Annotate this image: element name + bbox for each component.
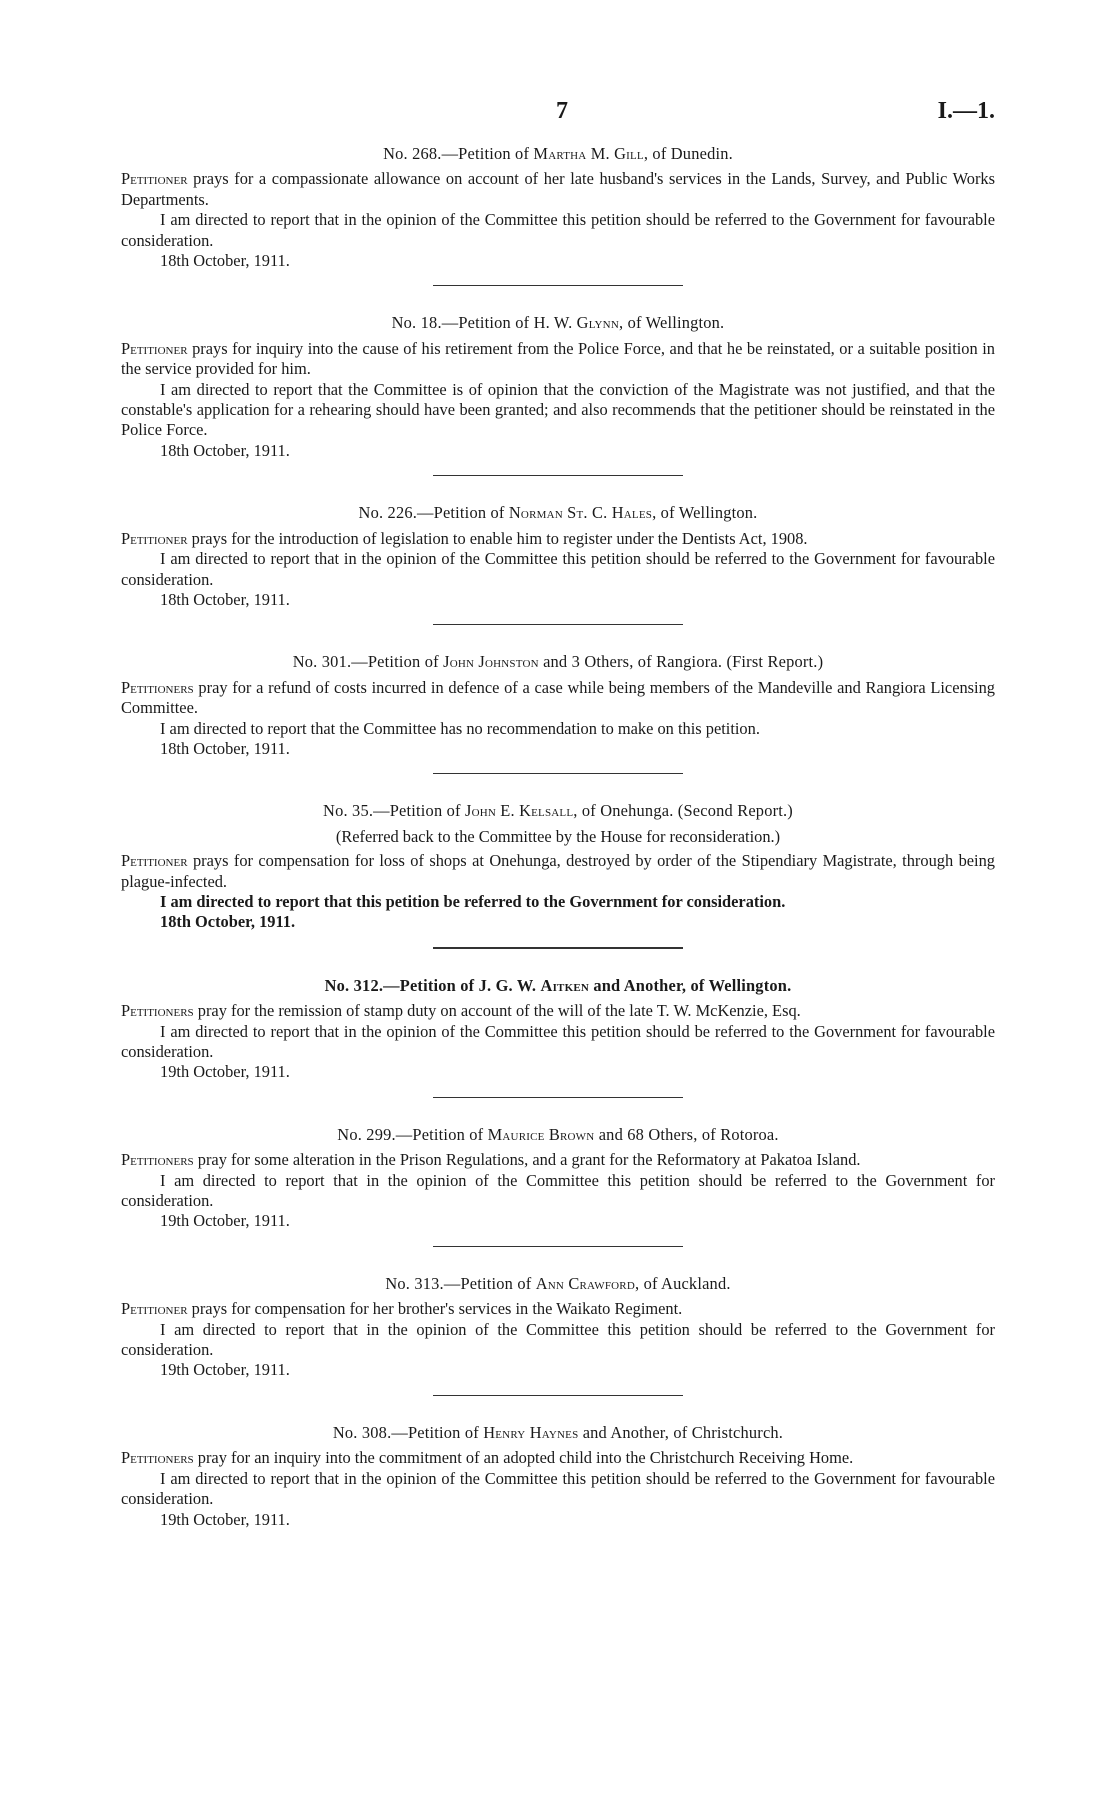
- petition-date: 18th October, 1911.: [160, 912, 296, 932]
- petition-note: (Referred back to the Committee by the House for reconsideration.): [335, 826, 781, 846]
- page-number: 7: [556, 98, 568, 124]
- petition-prayer: Petitioner prays for a compassionate allowance on account of her late husband's services in the Lands, Survey, and Public Works Departments.: [121, 169, 995, 209]
- petition-prayer: Petitioner prays for compensation for loss of shops at Onehunga, destroyed by order of the Stipendiary Magistrate, through being plague-infected.: [121, 851, 995, 891]
- petition-prayer: Petitioner prays for inquiry into the cause of his retirement from the Police Force, and that he be reinstated, or a suitable position in the service provided for him.: [121, 338, 995, 379]
- petitioner-name: Henry Haynes: [483, 1422, 579, 1442]
- petition-date: 19th October, 1911.: [160, 1360, 290, 1380]
- petition-heading: No. 268.—Petition of Martha M. Gill, of Dunedin.: [383, 144, 733, 163]
- petitioner-name: H. W. Glynn: [533, 313, 619, 333]
- petition-prayer: Petitioners pray for some alteration in the Prison Regulations, and a grant for the Reformatory at Pakatoa Island.: [121, 1150, 861, 1170]
- petitioner-name: John E. Kelsall: [464, 801, 574, 821]
- petition-heading: No. 35.—Petition of John E. Kelsall, of Onehunga. (Second Report.): [323, 801, 793, 821]
- petition-heading: No. 301.—Petition of John Johnston and 3 Others, of Rangiora. (First Report.): [292, 652, 824, 672]
- petition-prayer: Petitioners pray for the remission of stamp duty on account of the will of the late T. W. McKenzie, Esq.: [121, 1001, 801, 1021]
- petition-date: 18th October, 1911.: [160, 589, 290, 609]
- petitioner-name: Norman St. C. Hales: [508, 503, 653, 523]
- petition-prayer: Petitioner prays for the introduction of legislation to enable him to register under the Dentists Act, 1908.: [121, 528, 808, 548]
- petition-report: I am directed to report that in the opinion of the Committee this petition should be referred to the Government for consideration.: [121, 1170, 995, 1211]
- section-divider: [433, 1246, 683, 1247]
- petition-date: 18th October, 1911.: [160, 738, 290, 758]
- petition-entry: [121, 801, 995, 932]
- petition-report: I am directed to report that in the opinion of the Committee this petition should be referred to the Government for favourable consideration.: [121, 210, 995, 250]
- petition-prayer: Petitioners pray for an inquiry into the commitment of an adopted child into the Christchurch Receiving Home.: [121, 1448, 854, 1468]
- petition-date: 18th October, 1911.: [160, 440, 290, 460]
- petition-heading: No. 18.—Petition of H. W. Glynn, of Wellington.: [391, 313, 725, 333]
- petition-entry: [121, 1423, 995, 1530]
- section-divider: [433, 475, 683, 476]
- petitioner-name: John Johnston: [443, 652, 539, 672]
- petition-report: I am directed to report that in the opinion of the Committee this petition should be referred to the Government for favourable consideration.: [121, 549, 995, 589]
- petition-date: 19th October, 1911.: [160, 1062, 290, 1082]
- petitioner-name: Ann Crawford: [535, 1273, 635, 1293]
- petition-report: I am directed to report that this petition be referred to the Government for consideration.: [160, 891, 786, 911]
- section-divider: [433, 285, 683, 286]
- petition-prayer: Petitioner prays for compensation for her brother's services in the Waikato Regiment.: [121, 1299, 683, 1319]
- petition-date: 19th October, 1911.: [160, 1509, 290, 1529]
- petition-report: I am directed to report that in the opinion of the Committee this petition should be referred to the Government for consideration.: [121, 1319, 995, 1360]
- petition-report: I am directed to report that the Committee is of opinion that the conviction of the Magistrate was not justified, and that the constable's application for a rehearing should have been granted; and also recommends that the petitioner should be reinstated in the Police Force.: [121, 379, 995, 440]
- petition-entry: [121, 144, 995, 271]
- petitioner-name: Martha M. Gill: [533, 144, 644, 163]
- petition-heading: No. 308.—Petition of Henry Haynes and Another, of Christchurch.: [332, 1422, 784, 1442]
- petition-heading: No. 226.—Petition of Norman St. C. Hales, of Wellington.: [358, 503, 758, 523]
- section-divider: [433, 947, 683, 949]
- document-reference: I.—1.: [937, 98, 995, 124]
- petition-entry: [121, 976, 995, 1083]
- petition-prayer: Petitioners pray for a refund of costs incurred in defence of a case while being members of the Mandeville and Rangiora Licensing Committee.: [121, 677, 995, 718]
- petition-date: 18th October, 1911.: [160, 251, 290, 271]
- petition-entry: [121, 652, 995, 759]
- petition-report: I am directed to report that the Committee has no recommendation to make on this petition.: [160, 718, 760, 738]
- petition-heading: No. 299.—Petition of Maurice Brown and 68 Others, of Rotoroa.: [337, 1124, 779, 1144]
- petitioner-name: Maurice Brown: [487, 1124, 595, 1144]
- petition-heading: No. 313.—Petition of Ann Crawford, of Auckland.: [385, 1273, 731, 1293]
- petition-entry: [121, 313, 995, 461]
- petition-report: I am directed to report that in the opinion of the Committee this petition should be referred to the Government for favourable consideration.: [121, 1021, 995, 1061]
- petition-entry: [121, 503, 995, 610]
- petition-heading: No. 312.—Petition of J. G. W. Aitken and Another, of Wellington.: [324, 975, 792, 995]
- petitions-list: [121, 144, 995, 1530]
- section-divider: [433, 1395, 683, 1396]
- section-divider: [433, 1097, 683, 1098]
- petition-report: I am directed to report that in the opinion of the Committee this petition should be referred to the Government for favourable consideration.: [121, 1468, 995, 1509]
- section-divider: [433, 773, 683, 774]
- petition-entry: [121, 1125, 995, 1232]
- petition-date: 19th October, 1911.: [160, 1211, 290, 1231]
- petition-entry: [121, 1274, 995, 1381]
- section-divider: [433, 624, 683, 625]
- petitioner-name: Aitken: [540, 975, 590, 995]
